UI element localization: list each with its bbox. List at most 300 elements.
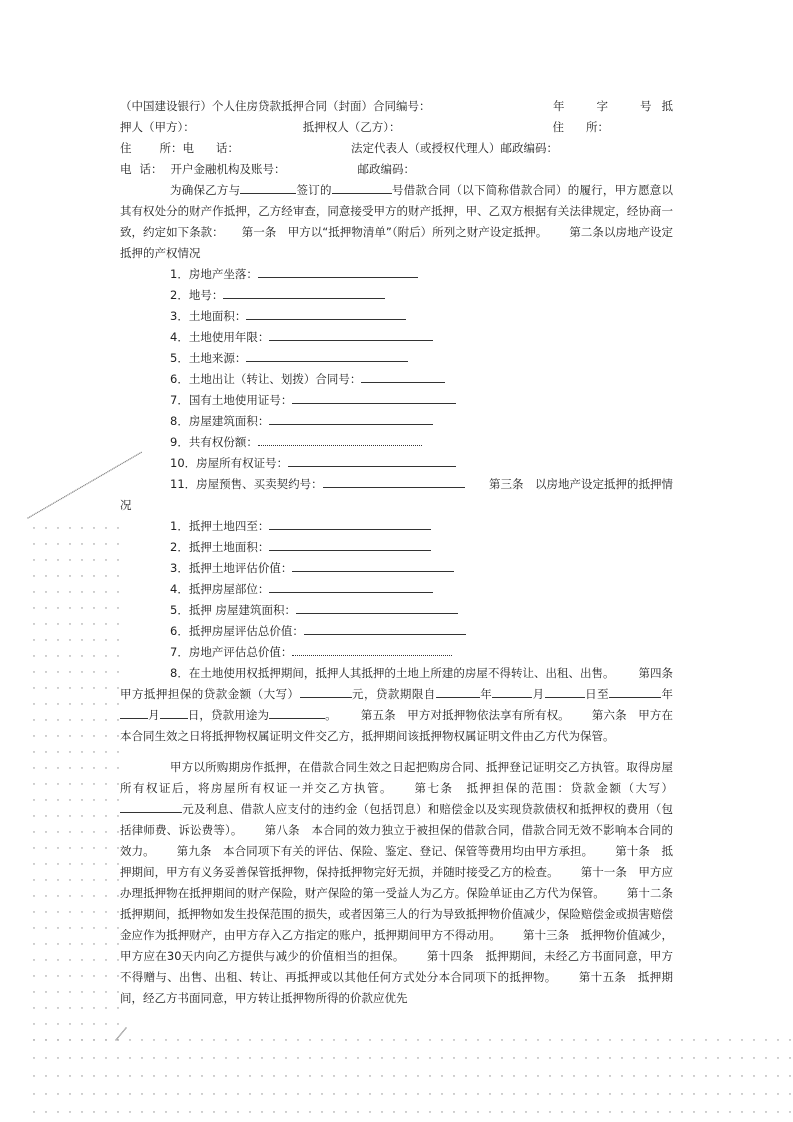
background-dot	[57, 959, 58, 960]
background-dot	[561, 1111, 562, 1112]
background-dot	[81, 975, 82, 976]
background-dot	[165, 1075, 166, 1076]
background-dot	[777, 1093, 778, 1094]
item-label: 1．房地产坐落：	[170, 267, 258, 281]
background-dot	[501, 1039, 502, 1040]
blank-field[interactable]	[361, 370, 445, 383]
background-dot	[123, 1030, 124, 1031]
background-dot	[705, 1111, 706, 1112]
background-dot	[33, 623, 34, 624]
background-dot	[117, 639, 118, 640]
background-dot	[57, 687, 58, 688]
background-dot	[129, 1093, 130, 1094]
background-dot	[69, 1075, 70, 1076]
background-dot	[297, 1039, 298, 1040]
background-dot	[105, 655, 106, 656]
background-dot	[48, 505, 49, 506]
background-dot	[117, 895, 118, 896]
list-item	[120, 411, 673, 432]
list-item	[120, 642, 673, 663]
background-dot	[777, 1075, 778, 1076]
background-dot	[225, 1111, 226, 1112]
background-dot	[105, 751, 106, 752]
background-dot	[33, 639, 34, 640]
article-4-text-c: 日，贷款用途为	[187, 708, 270, 722]
background-dot	[309, 1057, 310, 1058]
background-dot	[45, 591, 46, 592]
background-dot	[33, 1007, 34, 1008]
background-dot	[33, 1023, 34, 1024]
header-line	[120, 96, 673, 117]
address-label-c: 住	[120, 141, 132, 155]
background-dot	[117, 751, 118, 752]
background-dot	[165, 1093, 166, 1094]
background-dot	[693, 1057, 694, 1058]
background-dot	[81, 1057, 82, 1058]
background-dot	[57, 927, 58, 928]
blank-field[interactable]	[296, 601, 458, 614]
background-dot	[69, 655, 70, 656]
background-dot	[417, 1093, 418, 1094]
background-dot	[64, 496, 65, 497]
background-dot	[441, 1057, 442, 1058]
background-dot	[94, 478, 95, 479]
background-dot	[321, 1111, 322, 1112]
item-label: 7．国有土地使用证号：	[170, 393, 293, 407]
background-dot	[429, 1075, 430, 1076]
background-dot	[93, 1075, 94, 1076]
header-zi: 字	[596, 99, 608, 113]
background-dot	[81, 671, 82, 672]
background-dot	[309, 1111, 310, 1112]
background-dot	[93, 863, 94, 864]
background-dot	[453, 1093, 454, 1094]
background-dot	[117, 815, 118, 816]
background-dot	[33, 559, 34, 560]
background-dot	[45, 895, 46, 896]
background-dot	[57, 623, 58, 624]
background-dot	[105, 959, 106, 960]
background-dot	[27, 517, 28, 518]
background-dot	[585, 1039, 586, 1040]
background-dot	[117, 575, 118, 576]
background-dot	[585, 1111, 586, 1112]
background-dot	[45, 655, 46, 656]
background-dot	[345, 1039, 346, 1040]
background-dot	[105, 639, 106, 640]
item-label: 2．地号：	[170, 288, 224, 302]
item-label: 3．抵押土地评估价值：	[170, 561, 293, 575]
background-dot	[81, 623, 82, 624]
background-dot	[645, 1039, 646, 1040]
background-dot	[93, 655, 94, 656]
header-hao: 号	[640, 99, 652, 113]
background-dot	[45, 735, 46, 736]
background-dot	[693, 1075, 694, 1076]
background-dot	[333, 1057, 334, 1058]
blank-loan-amount[interactable]	[300, 685, 352, 698]
background-dot	[429, 1057, 430, 1058]
preamble-text-c: 号借款合同（以下简称借款合同）的履行，甲方愿意以其有权处分的财产作抵押，乙方经审查，同意接受甲方的财产抵押，甲、乙双方根据有关法律规定，经协商一致，约定如下条款：	[120, 183, 674, 239]
background-dot	[93, 975, 94, 976]
list-item	[120, 348, 673, 369]
blank-field[interactable]	[246, 349, 408, 362]
postcode-label: 邮政编码：	[357, 162, 415, 176]
background-dot	[86, 483, 87, 484]
background-dot	[45, 799, 46, 800]
background-dot	[45, 959, 46, 960]
background-dot	[561, 1075, 562, 1076]
background-dot	[477, 1057, 478, 1058]
background-dot	[107, 471, 108, 472]
background-dot	[69, 703, 70, 704]
background-dot	[69, 1007, 70, 1008]
background-dot	[669, 1111, 670, 1112]
blank-field[interactable]	[304, 622, 466, 635]
background-dot	[93, 1007, 94, 1008]
background-dot	[633, 1057, 634, 1058]
background-dot	[153, 1111, 154, 1112]
background-dot	[537, 1039, 538, 1040]
background-dot	[81, 607, 82, 608]
background-dot	[69, 959, 70, 960]
background-dot	[69, 591, 70, 592]
background-dot	[345, 1111, 346, 1112]
background-dot	[561, 1039, 562, 1040]
background-dot	[33, 991, 34, 992]
blank-field[interactable]	[258, 265, 418, 278]
background-dot	[621, 1075, 622, 1076]
background-dot	[81, 559, 82, 560]
blank-start-month[interactable]	[492, 685, 532, 698]
article-4-text-b: 元，贷款期限自	[351, 687, 436, 701]
background-dot	[75, 490, 76, 491]
article-11: 第十一条 甲方应办理抵押物在抵押期间的财产保险，财产保险的第一受益人为乙方。保险单证由乙方代为保管。	[120, 865, 674, 900]
background-dot	[465, 1057, 466, 1058]
background-dot	[117, 799, 118, 800]
background-dot	[297, 1093, 298, 1094]
blank-field[interactable]	[269, 412, 433, 425]
background-dot	[99, 476, 100, 477]
blank-field[interactable]	[292, 643, 452, 656]
blank-field[interactable]	[269, 580, 433, 593]
blank-field[interactable]	[323, 475, 465, 488]
background-dot	[33, 959, 34, 960]
blank-field[interactable]	[269, 328, 433, 341]
background-dot	[117, 863, 118, 864]
background-dot	[33, 607, 34, 608]
background-dot	[33, 1111, 34, 1112]
background-dot	[117, 591, 118, 592]
background-dot	[33, 1075, 34, 1076]
background-dot	[122, 1031, 123, 1032]
background-dot	[189, 1093, 190, 1094]
background-dot	[597, 1093, 598, 1094]
background-dot	[405, 1111, 406, 1112]
background-dot	[104, 473, 105, 474]
background-dot	[597, 1039, 598, 1040]
background-dot	[33, 655, 34, 656]
background-dot	[57, 943, 58, 944]
background-dot	[153, 1039, 154, 1040]
background-dot	[51, 503, 52, 504]
background-dot	[45, 527, 46, 528]
background-dot	[57, 527, 58, 528]
background-dot	[765, 1093, 766, 1094]
background-dot	[309, 1075, 310, 1076]
article-12: 第十二条 抵押期间，抵押物如发生投保范围的损失，或者因第三人的行为导致抵押物价值减少，保险赔偿金或损害赔偿金应作为抵押财产，由甲方存入乙方指定的账户，抵押期间甲方不得动用。	[120, 886, 685, 942]
background-dot	[369, 1057, 370, 1058]
background-dot	[729, 1093, 730, 1094]
background-dot	[69, 493, 70, 494]
background-dot	[561, 1093, 562, 1094]
background-dot	[81, 895, 82, 896]
background-dot	[609, 1075, 610, 1076]
background-dot	[537, 1075, 538, 1076]
background-dot	[789, 1075, 790, 1076]
blank-field[interactable]	[246, 307, 406, 320]
background-dot	[93, 559, 94, 560]
background-dot	[45, 703, 46, 704]
background-dot	[33, 671, 34, 672]
background-dot	[69, 783, 70, 784]
blank-field[interactable]	[223, 286, 385, 299]
background-dot	[69, 1039, 70, 1040]
background-dot	[177, 1075, 178, 1076]
background-dot	[249, 1093, 250, 1094]
blank-loan-purpose[interactable]	[269, 706, 325, 719]
background-dot	[72, 491, 73, 492]
background-dot	[549, 1075, 550, 1076]
blank-lender[interactable]	[240, 181, 296, 194]
background-dot	[585, 1075, 586, 1076]
clause-paragraph-2	[120, 757, 685, 1009]
background-dot	[45, 927, 46, 928]
background-dot	[45, 639, 46, 640]
background-dot	[93, 687, 94, 688]
background-dot	[225, 1075, 226, 1076]
background-dot	[45, 1093, 46, 1094]
background-dot	[417, 1075, 418, 1076]
background-dot	[105, 783, 106, 784]
background-dot	[117, 943, 118, 944]
blank-end-month[interactable]	[120, 706, 148, 719]
background-dot	[69, 847, 70, 848]
background-dot	[657, 1039, 658, 1040]
background-dot	[33, 527, 34, 528]
background-dot	[465, 1075, 466, 1076]
background-dot	[429, 1093, 430, 1094]
background-dot	[681, 1111, 682, 1112]
list-item	[120, 369, 673, 390]
background-dot	[56, 501, 57, 502]
background-dot	[585, 1093, 586, 1094]
background-dot	[753, 1111, 754, 1112]
background-dot	[45, 911, 46, 912]
background-dot	[369, 1075, 370, 1076]
background-dot	[273, 1075, 274, 1076]
background-dot	[69, 895, 70, 896]
background-dot	[621, 1039, 622, 1040]
background-dot	[105, 591, 106, 592]
item-label: 3．土地面积：	[170, 309, 247, 323]
background-dot	[116, 1038, 117, 1039]
background-dot	[45, 815, 46, 816]
background-dot	[57, 607, 58, 608]
background-dot	[93, 879, 94, 880]
background-dot	[573, 1111, 574, 1112]
background-dot	[609, 1093, 610, 1094]
background-dot	[549, 1057, 550, 1058]
background-dot	[45, 1057, 46, 1058]
background-dot	[32, 515, 33, 516]
list-item	[120, 432, 673, 453]
background-dot	[110, 469, 111, 470]
background-dot	[261, 1039, 262, 1040]
background-dot	[201, 1093, 202, 1094]
background-dot	[465, 1093, 466, 1094]
header-di: 抵	[661, 99, 673, 113]
background-dot	[33, 895, 34, 896]
background-dot	[69, 975, 70, 976]
background-dot	[417, 1039, 418, 1040]
background-dot	[70, 492, 71, 493]
background-dot	[67, 494, 68, 495]
background-dot	[106, 472, 107, 473]
background-dot	[453, 1075, 454, 1076]
background-dot	[57, 1057, 58, 1058]
background-dot	[141, 1057, 142, 1058]
background-dot	[33, 687, 34, 688]
background-dot	[717, 1093, 718, 1094]
background-dot	[33, 1039, 34, 1040]
background-dot	[141, 1075, 142, 1076]
article-4-text-d: 。	[325, 708, 337, 722]
background-dot	[669, 1057, 670, 1058]
background-dot	[45, 783, 46, 784]
background-dot	[345, 1093, 346, 1094]
background-dot	[57, 975, 58, 976]
blank-start-day[interactable]	[545, 685, 585, 698]
blank-field[interactable]	[258, 433, 422, 446]
blank-contract-no[interactable]	[332, 181, 392, 194]
blank-field[interactable]	[292, 559, 454, 572]
background-dot	[645, 1075, 646, 1076]
background-dot	[93, 1023, 94, 1024]
blank-end-day[interactable]	[160, 706, 188, 719]
background-dot	[705, 1093, 706, 1094]
background-dot	[765, 1075, 766, 1076]
background-dot	[45, 975, 46, 976]
blank-guarantee-amount[interactable]	[120, 800, 182, 813]
background-dot	[81, 591, 82, 592]
background-dot	[705, 1075, 706, 1076]
background-dot	[93, 1039, 94, 1040]
background-dot	[81, 543, 82, 544]
background-dot	[237, 1075, 238, 1076]
background-dot	[249, 1039, 250, 1040]
background-dot	[789, 1093, 790, 1094]
background-dot	[117, 1023, 118, 1024]
background-dot	[429, 1039, 430, 1040]
background-dot	[40, 510, 41, 511]
background-dot	[765, 1057, 766, 1058]
blank-field[interactable]	[292, 391, 456, 404]
background-dot	[33, 783, 34, 784]
background-dot	[621, 1057, 622, 1058]
background-dot	[489, 1039, 490, 1040]
list-item	[120, 285, 673, 306]
background-dot	[513, 1057, 514, 1058]
background-dot	[81, 1093, 82, 1094]
background-dot	[105, 767, 106, 768]
background-dot	[93, 671, 94, 672]
blank-field[interactable]	[288, 454, 456, 467]
list-item	[120, 621, 673, 642]
background-dot	[105, 671, 106, 672]
background-dot	[765, 1039, 766, 1040]
background-dot	[102, 474, 103, 475]
background-dot	[477, 1039, 478, 1040]
background-dot	[93, 1111, 94, 1112]
blank-end-year[interactable]	[609, 685, 661, 698]
background-dot	[81, 943, 82, 944]
background-dot	[112, 468, 113, 469]
background-dot	[117, 1057, 118, 1058]
background-dot	[513, 1075, 514, 1076]
article-4-month-2: 月	[148, 708, 160, 722]
background-dot	[633, 1111, 634, 1112]
background-dot	[53, 503, 54, 504]
party-line-4	[120, 159, 673, 180]
phone-label-b: 电	[120, 162, 132, 176]
background-dot	[69, 719, 70, 720]
background-dot	[177, 1093, 178, 1094]
background-dot	[57, 1093, 58, 1094]
background-dot	[705, 1039, 706, 1040]
background-dot	[105, 687, 106, 688]
background-dot	[717, 1057, 718, 1058]
background-dot	[81, 1007, 82, 1008]
list-item	[120, 516, 673, 537]
article-2-title: 第二条以房地产设定抵押的产权情况	[120, 225, 674, 260]
background-dot	[393, 1039, 394, 1040]
background-dot	[101, 475, 102, 476]
blank-start-year[interactable]	[436, 685, 480, 698]
background-dot	[69, 831, 70, 832]
background-dot	[213, 1075, 214, 1076]
list-item	[120, 327, 673, 348]
background-dot	[333, 1093, 334, 1094]
background-dot	[525, 1075, 526, 1076]
blank-field[interactable]	[269, 538, 431, 551]
background-dot	[93, 623, 94, 624]
background-dot	[141, 1111, 142, 1112]
background-dot	[69, 1111, 70, 1112]
background-dot	[681, 1057, 682, 1058]
background-dot	[381, 1111, 382, 1112]
background-dot	[33, 735, 34, 736]
blank-field[interactable]	[269, 517, 431, 530]
background-dot	[81, 959, 82, 960]
background-dot	[741, 1093, 742, 1094]
background-dot	[357, 1057, 358, 1058]
background-dot	[117, 831, 118, 832]
background-dot	[333, 1111, 334, 1112]
background-dot	[113, 467, 114, 468]
background-dot	[69, 1093, 70, 1094]
background-dot	[34, 514, 35, 515]
